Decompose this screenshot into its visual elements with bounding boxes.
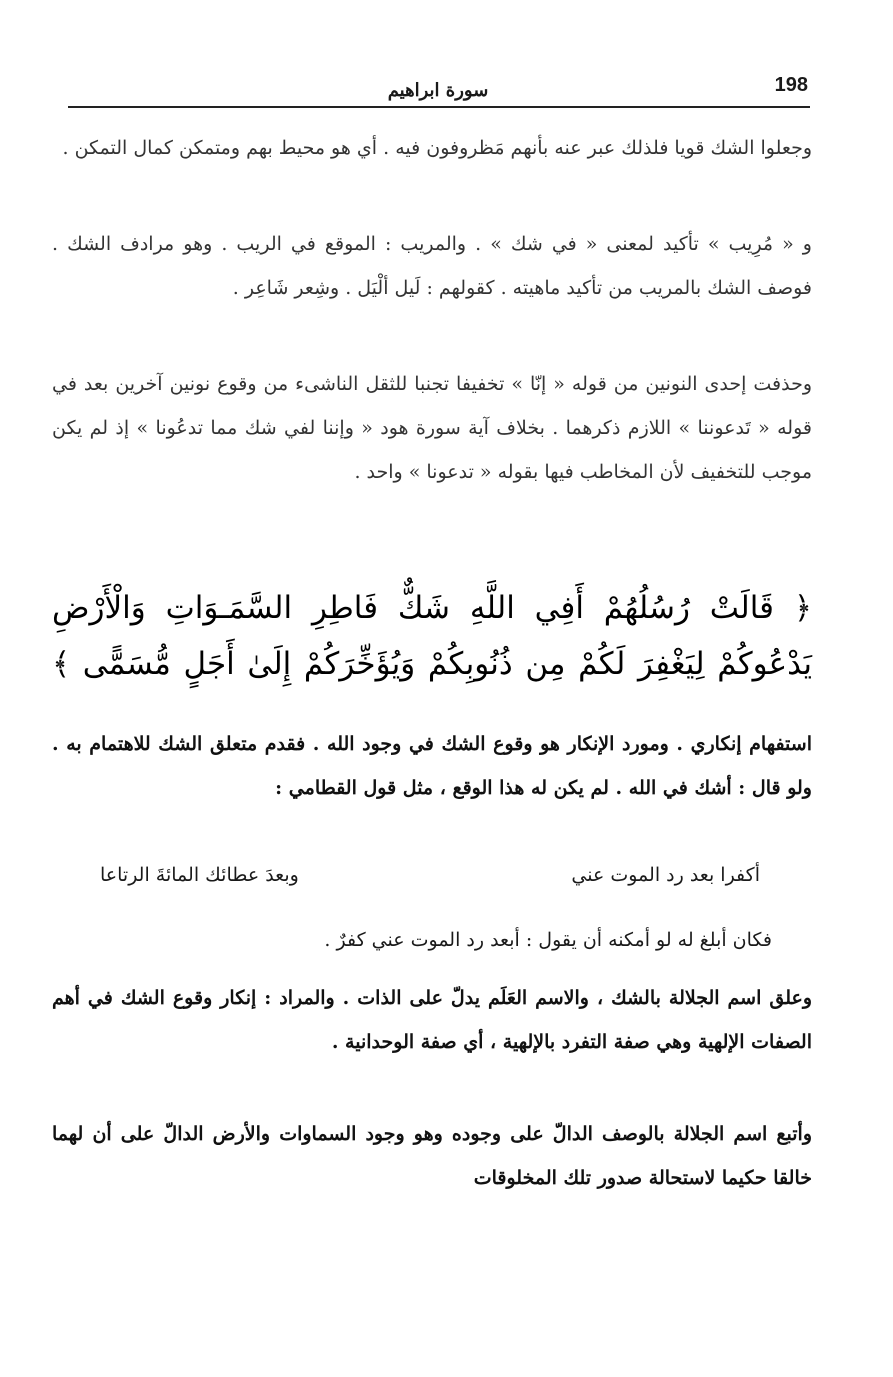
poem-hemistich-2: وبعدَ عطائك المائةَ الرتاعا bbox=[100, 864, 299, 886]
paragraph-6: وأتبع اسم الجلالة بالوصف الدالّ على وجوده وهو وجود السماوات والأرض الدالّ على أن لهما خالقا حكيما لاستحالة صدور تلك المخلوقات bbox=[52, 1123, 812, 1189]
page-header bbox=[68, 72, 808, 102]
paragraph-4: استفهام إنكاري . ومورد الإنكار هو وقوع الشك في وجود الله . فقدم متعلق الشك للاهتمام به . ولو قال : أشك في الله . لم يكن له هذا الوقع ، مثل قول القطامي : bbox=[52, 733, 812, 799]
paragraph-1: وجعلوا الشك قويا فلذلك عبر عنه بأنهم مَظروفون فيه . أي هو محيط بهم ومتمكن كمال التمكن . bbox=[62, 137, 812, 159]
verse-line-1: ﴿ قَالَتْ رُسُلُهُمْ أَفِي اللَّهِ شَكٌّ فَاطِرِ السَّمَـوَاتِ وَالْأَرْضِ bbox=[52, 590, 812, 626]
poem-verse bbox=[100, 864, 760, 904]
quran-verse bbox=[52, 580, 812, 692]
poem-comment: فكان أبلغ له لو أمكنه أن يقول : أبعد رد الموت عني كفرٌ . bbox=[324, 929, 772, 951]
paragraph-2: و « مُرِيب » تأكيد لمعنى « في شك » . والمريب : الموقع في الريب . وهو مرادف الشك . فوصف الشك بالمريب من تأكيد ماهيته . كقولهم : لَيل ألْيَل . وشِعر شَاعِر . bbox=[52, 233, 812, 299]
verse-line-2: يَدْعُوكُمْ لِيَغْفِرَ لَكُمْ مِن ذُنُوبِكُمْ وَيُؤَخِّرَكُمْ إِلَىٰ أَجَلٍ مُّسَمًّى ﴾ bbox=[52, 646, 812, 682]
header-rule bbox=[68, 106, 810, 108]
surah-title: سورة ابراهيم bbox=[387, 80, 489, 101]
paragraph-3: وحذفت إحدى النونين من قوله « إنّا » تخفيفا تجنبا للثقل الناشىء من وقوع نونين آخرين بعد في قوله « تَدعوننا » اللازم ذكرهما . بخلاف آية سورة هود « وإننا لفي شك مما تدعُونا » إذ لم يكن موجب للتخفيف لأن المخاطب فيها بقوله « تدعونا » واحد . bbox=[52, 373, 812, 483]
poem-hemistich-1: أكفرا بعد رد الموت عني bbox=[571, 864, 760, 886]
paragraph-5: وعلق اسم الجلالة بالشك ، والاسم العَلَم يدلّ على الذات . والمراد : إنكار وقوع الشك في أهم الصفات الإلهية وهي صفة التفرد بالإلهية ، أي صفة الوحدانية . bbox=[52, 987, 812, 1053]
page-number: 198 bbox=[774, 74, 808, 96]
